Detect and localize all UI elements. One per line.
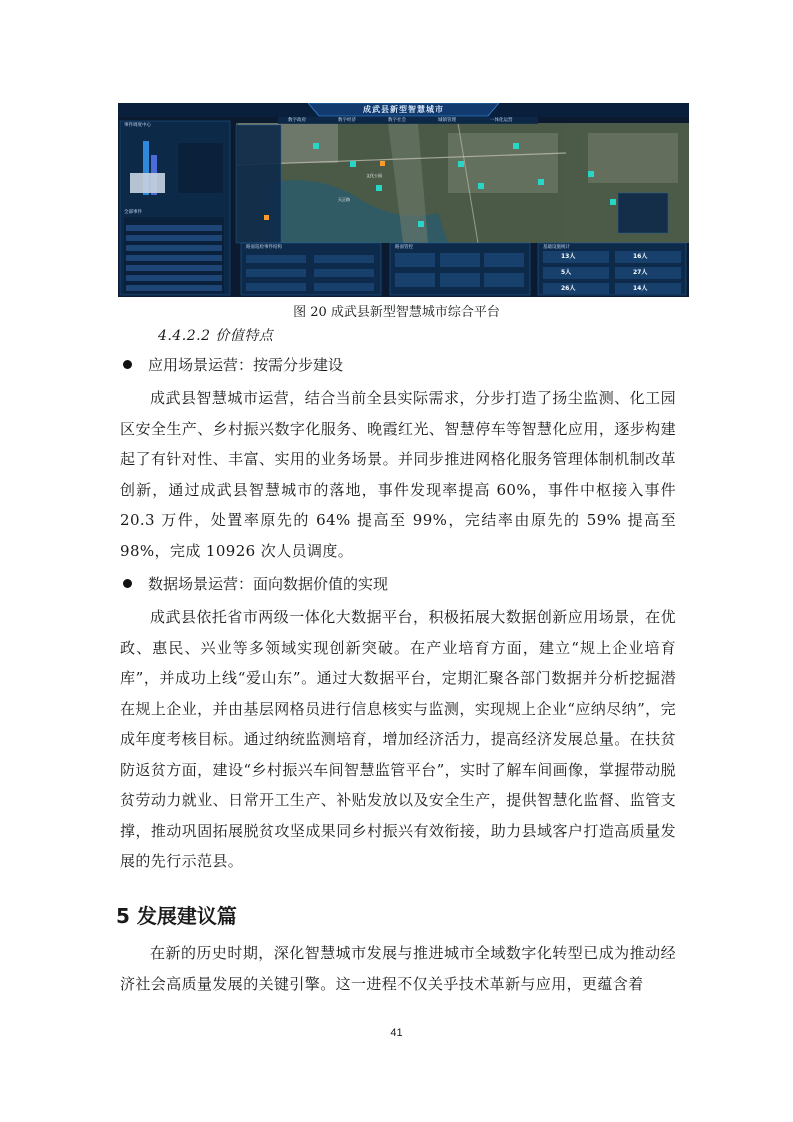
screenshot-center-panel-title: 基础设施统计 — [543, 245, 570, 250]
platform-screenshot-figure — [118, 103, 689, 297]
body-paragraph: 成武县智慧城市运营，结合当前全县实际需求，分步打造了扬尘监测、化工园区安全生产、乡村振兴数字化服务、晚霞红光、智慧停车等智慧化应用，逐步构建起了有针对性、丰富、实用的业务场景。并同步推进网格化服务管理体制机制改革创新，通过成武县智慧城市的落地，事件发现率提高 60%，事件中枢接入事件 20.3 万件，处置率原先的 64% 提高至 99%，完结率由原先的 59% 提高至 98%，完成 10926 次人员调度。 — [120, 389, 676, 560]
screenshot-stat: 16人 — [633, 253, 648, 260]
screenshot-stat: 27人 — [633, 269, 648, 276]
bullet-label: 数据场景运营：面向数据价值的实现 — [148, 575, 389, 593]
screenshot-tab: 数字社会 — [388, 118, 406, 123]
screenshot-left-table-title: 全部事件 — [124, 210, 142, 215]
screenshot-stat: 13人 — [561, 253, 576, 260]
screenshot-center-panel-title: 路面巡检事件结构 — [246, 245, 282, 250]
screenshot-left-panel-title: 事件调度中心 — [124, 123, 151, 128]
screenshot-center-panel-title: 路面管控 — [395, 245, 413, 250]
screenshot-stat: 14人 — [633, 285, 648, 292]
screenshot-map-label: 文化公园 — [366, 173, 382, 178]
screenshot-stat: 5人 — [561, 269, 572, 276]
screenshot-tab: 城镇管理 — [438, 118, 456, 123]
bullet-icon — [123, 579, 132, 588]
chapter-heading: 5 发展建议篇 — [116, 904, 237, 928]
screenshot-tab: 数字政府 — [288, 118, 306, 123]
bullet-item — [123, 573, 388, 595]
screenshot-title: 成武县新型智慧城市 — [363, 105, 444, 114]
body-paragraph: 成武县依托省市两级一体化大数据平台，积极拓展大数据创新应用场景，在优政、惠民、兴业等多领域实现创新突破。在产业培育方面，建立“规上企业培育库”，并成功上线“爱山东”。通过大数据平台，定期汇聚各部门数据并分析挖掘潜在规上企业，并由基层网格员进行信息核实与监测，实现规上企业“应纳尽纳”，完成年度考核目标。通过纳统监测培育，增加经济活力，提高经济发展总量。在扶贫防返贫方面，建设“乡村振兴车间智慧监管平台”，实时了解车间画像，掌握带动脱贫劳动力就业、日常开工生产、补贴发放以及安全生产，提供智慧化监督、监管支撑，推动巩固拓展脱贫攻坚成果同乡村振兴有效衔接，助力县域客户打造高质量发展的先行示范县。 — [120, 608, 676, 870]
screenshot-tab: 一体化运营 — [490, 118, 513, 123]
screenshot-stat: 26人 — [561, 285, 576, 292]
bullet-label: 应用场景运营：按需分步建设 — [148, 356, 344, 374]
subsection-heading: 4.4.2.2 价值特点 — [158, 328, 274, 344]
screenshot-tab: 数字经济 — [338, 118, 356, 123]
bullet-icon — [123, 360, 132, 369]
screenshot-map-label: 天正路 — [338, 197, 350, 202]
platform-screenshot-graphic — [118, 103, 689, 297]
body-paragraph: 在新的历史时期，深化智慧城市发展与推进城市全域数字化转型已成为推动经济社会高质量发展的关键引擎。这一进程不仅关乎技术革新与应用，更蕴含着 — [120, 944, 676, 993]
figure-caption: 图 20 成武县新型智慧城市综合平台 — [293, 305, 500, 320]
bullet-item — [123, 354, 343, 376]
page-number: 41 — [390, 1027, 403, 1039]
